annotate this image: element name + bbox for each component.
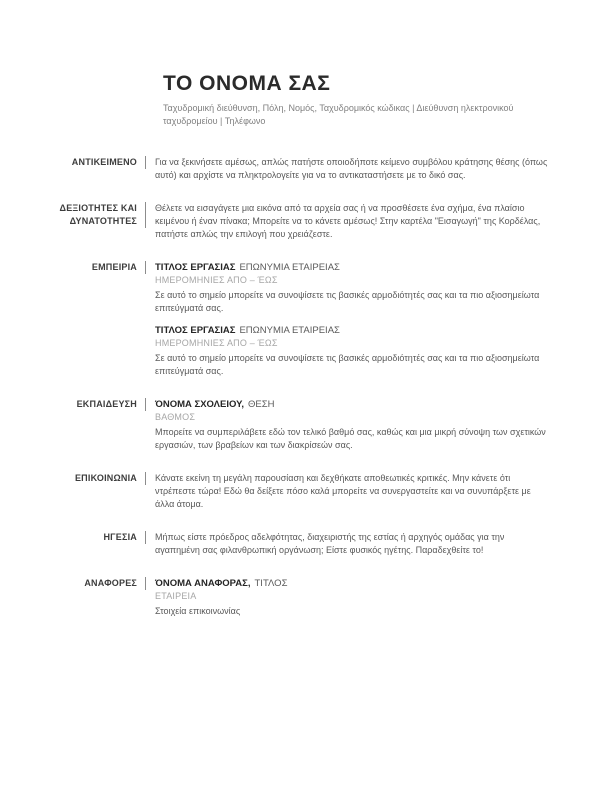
section-references-label: ΑΝΑΦΟΡΕΣ [0,577,146,590]
experience-entry-1-heading [155,261,551,274]
reference-title: ΤΙΤΛΟΣ [254,578,288,589]
section-objective [0,156,616,182]
job-description: Σε αυτό το σημείο μπορείτε να συνοψίσετε τις βασικές αρμοδιότητές σας και τα πιο αξιοσημείωτα επιτεύγματά σας. [155,353,540,376]
section-skills-label: ΔΕΞΙΟΤΗΤΕΣ ΚΑΙ ΔΥΝΑΤΟΤΗΤΕΣ [0,202,146,228]
school-location: ΘΕΣΗ [248,399,275,410]
name-heading: ΤΟ ΟΝΟΜΑ ΣΑΣ [163,72,331,95]
section-objective-content [146,156,551,182]
education-description: Μπορείτε να συμπεριλάβετε εδώ τον τελικό βαθμό σας, καθώς και μια μικρή σύνοψη των σχετικών εργασιών, των βραβείων και των διακρίσεών σας. [155,427,546,450]
experience-entry-2-heading [155,324,551,337]
section-communication-label: ΕΠΙΚΟΙΝΩΝΙΑ [0,472,146,485]
resume-sections [0,156,616,618]
section-skills [0,202,616,241]
section-skills-content [146,202,551,241]
company-name: ΕΠΩΝΥΜΙΑ ΕΤΑΙΡΕΙΑΣ [239,262,340,273]
section-references-content [146,577,551,618]
resume-header [163,72,560,128]
section-education-label: ΕΚΠΑΙΔΕΥΣΗ [0,398,146,411]
job-title: ΤΙΤΛΟΣ ΕΡΓΑΣΙΑΣ [155,325,236,336]
section-leadership-label: ΗΓΕΣΙΑ [0,531,146,544]
section-experience-label: ΕΜΠΕΙΡΙΑ [0,261,146,274]
degree: ΒΑΘΜΟΣ [155,412,196,422]
company-name: ΕΠΩΝΥΜΙΑ ΕΤΑΙΡΕΙΑΣ [239,325,340,336]
education-heading [155,398,551,411]
leadership-text: Μήπως είστε πρόεδρος αδελφότητας, διαχειριστής της εστίας ή αρχηγός ομάδας για την αγαπημένη σας φιλανθρωπική οργάνωση; Είστε φυσικός ηγέτης. Παραδεχθείτε το! [155,532,505,555]
experience-entry-2 [155,324,551,378]
section-experience [0,261,616,378]
contact-line: Ταχυδρομική διεύθυνση, Πόλη, Νομός, Ταχυδρομικός κώδικας | Διεύθυνση ηλεκτρονικού ταχυδρομείου | Τηλέφωνο [163,103,514,126]
section-references [0,577,616,618]
section-communication [0,472,616,511]
job-description: Σε αυτό το σημείο μπορείτε να συνοψίσετε τις βασικές αρμοδιότητές σας και τα πιο αξιοσημείωτα επιτεύγματά σας. [155,290,540,313]
section-leadership [0,531,616,557]
section-leadership-content [146,531,551,557]
section-education [0,398,616,452]
job-dates: ΗΜΕΡΟΜΗΝΙΕΣ ΑΠΟ – ΈΩΣ [155,338,278,348]
section-education-content [146,398,551,452]
school-name: ΌΝΟΜΑ ΣΧΟΛΕΙΟΥ, [155,399,245,410]
section-communication-content [146,472,551,511]
experience-entry-1 [155,261,551,315]
reference-name: ΌΝΟΜΑ ΑΝΑΦΟΡΑΣ, [155,578,251,589]
communication-text: Κάνατε εκείνη τη μεγάλη παρουσίαση και δεχθήκατε αποθεωτικές κριτικές. Μην κάνετε ότι ντρέπεστε τώρα! Εδώ θα δείξετε πόσο καλά μπορείτε να συνεργαστείτε και να συνυπάρξετε με άλλα άτομα. [155,473,531,509]
job-title: ΤΙΤΛΟΣ ΕΡΓΑΣΙΑΣ [155,262,236,273]
section-objective-label: ΑΝΤΙΚΕΙΜΕΝΟ [0,156,146,169]
objective-text: Για να ξεκινήσετε αμέσως, απλώς πατήστε οποιοδήποτε κείμενο συμβόλου κράτησης θέσης (όπως αυτό) και αρχίστε να πληκτρολογείτε για να το αντικαταστήσετε με το δικό σας. [155,157,548,180]
reference-company: ΕΤΑΙΡΕΙΑ [155,591,197,601]
job-dates: ΗΜΕΡΟΜΗΝΙΕΣ ΑΠΟ – ΈΩΣ [155,275,278,285]
skills-text: Θέλετε να εισαγάγετε μια εικόνα από τα αρχεία σας ή να προσθέσετε ένα σχήμα, ένα πλαίσιο κειμένου ή έναν πίνακα; Μπορείτε να το κάνετε αμέσως! Στην καρτέλα "Εισαγωγή" της Κορδέλας, πατήστε απλώς την επιλογή που χρειάζεστε. [155,203,541,239]
reference-contact: Στοιχεία επικοινωνίας [155,606,241,616]
reference-heading [155,577,551,590]
section-experience-content [146,261,551,378]
